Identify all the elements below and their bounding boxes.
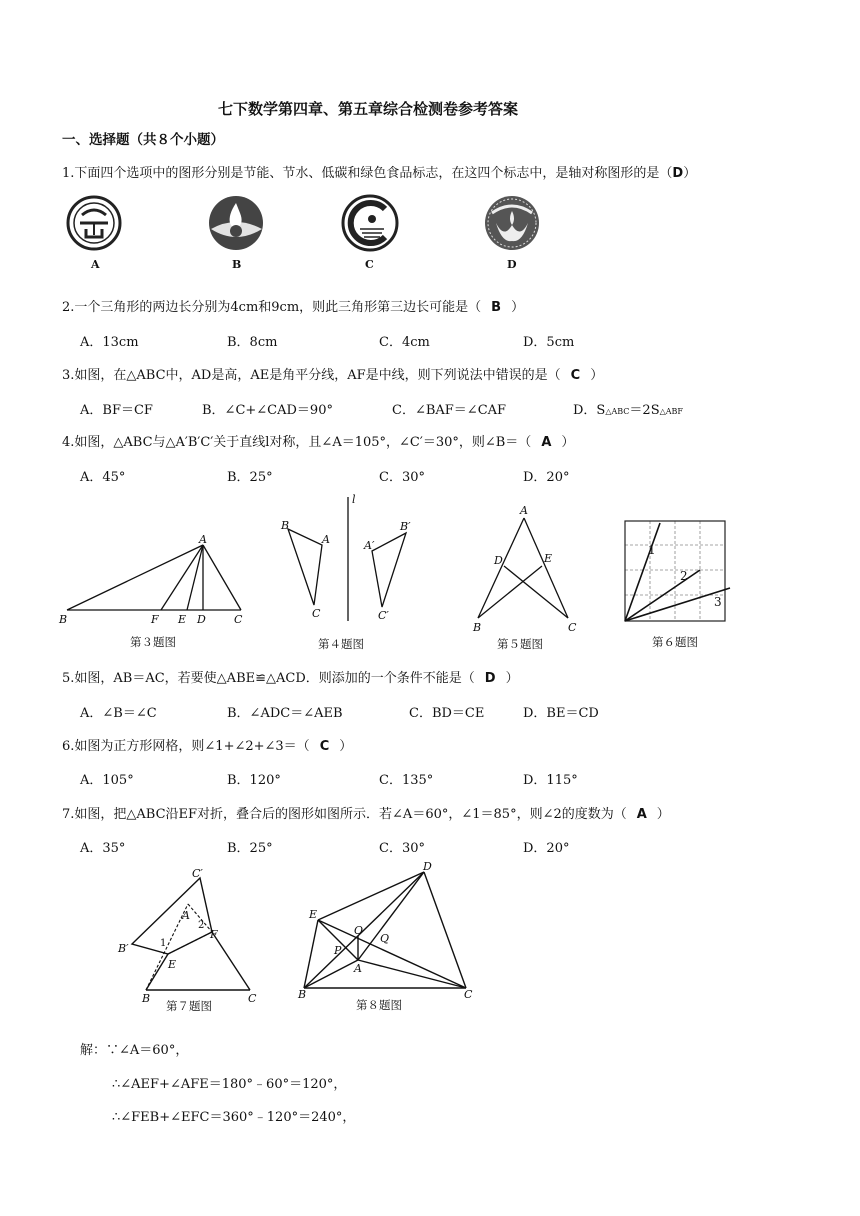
question-6-close: ） <box>339 739 353 754</box>
question-4-text: 4.如图，△ABC与△A′B′C′关于直线l对称，且∠A＝105°，∠C′＝30°，则∠B＝（ <box>62 435 532 450</box>
option: C．∠BAF＝∠CAF <box>392 403 507 418</box>
caption-fig3: 第３题图 <box>130 635 176 649</box>
fig6-angle-2: 2 <box>680 569 688 583</box>
fig3-label-f: F <box>151 613 159 626</box>
logo-label-d: D <box>507 258 517 271</box>
question-5 <box>62 667 519 686</box>
fig8-label-b: B <box>298 988 307 1001</box>
fig7-label-c: C <box>248 992 257 1005</box>
low-carbon-logo <box>340 195 400 255</box>
fig4-label-b: B <box>281 519 290 532</box>
fig6-angle-3: 3 <box>714 595 722 609</box>
fig8-label-c: C <box>464 988 473 1001</box>
caption-fig4: 第４题图 <box>318 637 364 651</box>
fig3-label-b: B <box>59 613 68 626</box>
option: A．35° <box>80 841 126 856</box>
fig5-label-a: A <box>520 504 528 517</box>
question-6 <box>62 735 352 754</box>
question-7-text: 7.如图，把△ABC沿EF对折，叠合后的图形如图所示．若∠A＝60°，∠1＝85°，则∠2的度数为（ <box>62 807 627 822</box>
option: A．∠B＝∠C <box>80 706 157 721</box>
question-4 <box>62 431 574 450</box>
option: C．135° <box>379 773 434 788</box>
question-2-answer: B <box>491 300 502 315</box>
fig5-label-c: C <box>568 621 577 634</box>
question-7 <box>62 803 670 822</box>
solution-line: ∴∠AEF+∠AFE＝180°﹣60°＝120°， <box>112 1077 347 1092</box>
caption-fig8: 第８题图 <box>356 998 402 1012</box>
figure-8 <box>296 860 486 1000</box>
solution-line: ∴∠FEB+∠EFC＝360°﹣120°＝240°， <box>112 1110 356 1125</box>
question-3 <box>62 364 603 383</box>
fig8-label-a: A <box>354 962 362 975</box>
question-2 <box>62 296 524 315</box>
figure-3 <box>55 535 255 630</box>
option: D．BE＝CD <box>523 706 599 721</box>
fig7-angle-2: 2 <box>198 920 205 931</box>
fig8-label-d: D <box>423 860 432 873</box>
option: D．S△ABC＝2S△ABF <box>573 403 683 418</box>
fig3-label-d: D <box>197 613 206 626</box>
fig7-label-b-prime: B′ <box>118 942 129 955</box>
caption-fig6: 第６题图 <box>652 635 698 649</box>
question-5-text: 5.如图，AB＝AC，若要使△ABE≌△ACD．则添加的一个条件不能是（ <box>62 671 475 686</box>
fig4-label-l: l <box>352 493 356 506</box>
question-3-text: 3.如图，在△ABC中，AD是高，AE是角平分线，AF是中线，则下列说法中错误的是（ <box>62 368 561 383</box>
page-title: 七下数学第四章、第五章综合检测卷参考答案 <box>218 100 519 118</box>
fig4-label-a-prime: A′ <box>364 539 375 552</box>
question-1-answer: D <box>672 166 684 181</box>
fig8-label-e: E <box>309 908 318 921</box>
water-saving-logo <box>206 195 266 255</box>
fig8-label-o: O <box>354 924 364 937</box>
fig5-label-d: D <box>494 554 503 567</box>
question-3-answer: C <box>570 368 581 383</box>
option: B．∠C+∠CAD＝90° <box>202 403 333 418</box>
fig3-label-a: A <box>199 533 207 546</box>
option: B．25° <box>227 841 273 856</box>
question-1 <box>62 162 696 181</box>
section-heading: 一、选择题（共８个小题） <box>62 132 224 148</box>
option: A．105° <box>80 773 134 788</box>
fig6-angle-1: 1 <box>648 543 656 557</box>
option: B．8cm <box>227 335 278 350</box>
fig4-label-b-prime: B′ <box>400 520 411 533</box>
figure-4 <box>278 493 418 628</box>
fig8-label-q: Q <box>380 932 390 945</box>
question-1-text: 1.下面四个选项中的图形分别是节能、节水、低碳和绿色食品标志，在这四个标志中，是轴对称图形的是（ <box>62 166 673 181</box>
fig7-label-c-prime: C′ <box>192 867 203 880</box>
caption-fig7: 第７题图 <box>166 999 212 1013</box>
figure-5 <box>470 500 590 635</box>
option: D．20° <box>523 841 570 856</box>
fig4-label-c-prime: C′ <box>378 609 389 622</box>
option: B．120° <box>227 773 281 788</box>
question-6-answer: C <box>319 739 330 754</box>
solution-line: 解：∵∠A＝60°， <box>80 1043 189 1058</box>
question-6-text: 6.如图为正方形网格，则∠1+∠2+∠3＝（ <box>62 739 310 754</box>
logo-label-c: C <box>365 258 374 271</box>
green-food-logo <box>482 195 542 255</box>
figure-7 <box>114 864 264 1005</box>
option: C．BD＝CE <box>409 706 485 721</box>
option: B．∠ADC＝∠AEB <box>227 706 343 721</box>
question-4-answer: A <box>541 435 552 450</box>
option: A．13cm <box>80 335 139 350</box>
fig7-angle-1: 1 <box>160 938 167 949</box>
fig7-label-a: A <box>182 909 190 922</box>
question-5-answer: D <box>484 671 496 686</box>
fig4-label-a: A <box>322 533 330 546</box>
caption-fig5: 第５题图 <box>497 637 543 651</box>
fig7-label-f: F <box>210 928 218 941</box>
fig7-label-e: E <box>168 958 177 971</box>
fig5-label-b: B <box>473 621 482 634</box>
option: D．20° <box>523 470 570 485</box>
logo-label-a: A <box>91 258 100 271</box>
question-2-text: 2.一个三角形的两边长分别为4cm和9cm，则此三角形第三边长可能是（ <box>62 300 482 315</box>
option: C．4cm <box>379 335 430 350</box>
energy-saving-logo <box>66 195 126 255</box>
option: A．45° <box>80 470 126 485</box>
option: B．25° <box>227 470 273 485</box>
fig3-label-e: E <box>178 613 187 626</box>
fig4-label-c: C <box>312 607 321 620</box>
figure-6 <box>622 518 737 628</box>
option: C．30° <box>379 841 425 856</box>
fig3-label-c: C <box>234 613 243 626</box>
fig7-label-b: B <box>142 992 151 1005</box>
fig5-label-e: E <box>544 552 553 565</box>
option: C．30° <box>379 470 425 485</box>
question-7-close: ） <box>656 807 670 822</box>
option: A．BF＝CF <box>80 403 153 418</box>
fig8-label-p: P <box>334 944 342 957</box>
question-2-close: ） <box>511 300 525 315</box>
question-3-close: ） <box>590 368 604 383</box>
question-1-close: ） <box>683 166 697 181</box>
logo-label-b: B <box>232 258 242 271</box>
question-5-close: ） <box>505 671 519 686</box>
question-4-close: ） <box>561 435 575 450</box>
question-7-answer: A <box>636 807 647 822</box>
option: D．115° <box>523 773 578 788</box>
option: D．5cm <box>523 335 575 350</box>
